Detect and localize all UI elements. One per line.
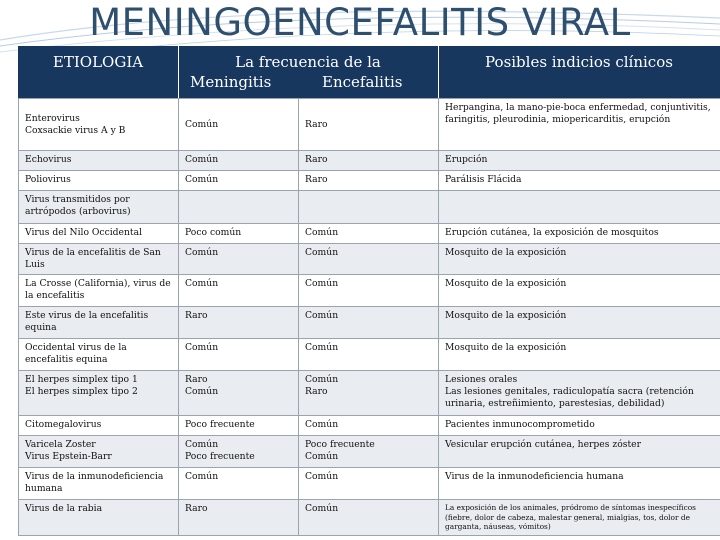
header-meningitis: Meningitis bbox=[190, 73, 272, 91]
table-row bbox=[19, 436, 720, 468]
cell-indicios: Erupción cutánea, la exposición de mosquitos bbox=[439, 224, 720, 244]
header-etiologia: ETIOLOGIA bbox=[52, 53, 144, 71]
header-frecuencia-line1: La frecuencia de la bbox=[235, 53, 381, 71]
table-row bbox=[19, 339, 720, 371]
cell-meningitis: Común bbox=[179, 275, 299, 307]
header-frecuencia bbox=[178, 52, 438, 92]
cell-etiologia: Este virus de la encefalitis equina bbox=[19, 307, 179, 339]
cell-indicios: Mosquito de la exposición bbox=[439, 339, 720, 371]
table-row bbox=[19, 275, 720, 307]
table-body bbox=[19, 99, 720, 536]
cell-encefalitis: Común bbox=[299, 416, 439, 436]
cell-indicios: Vesicular erupción cutánea, herpes zóster bbox=[439, 436, 720, 468]
cell-meningitis: Raro bbox=[179, 307, 299, 339]
cell-encefalitis: Poco frecuente Común bbox=[299, 436, 439, 468]
cell-meningitis: Poco común bbox=[179, 224, 299, 244]
table-row bbox=[19, 224, 720, 244]
cell-etiologia: Virus de la inmunodeficiencia humana bbox=[19, 468, 179, 500]
cell-etiologia: Poliovirus bbox=[19, 171, 179, 191]
header-frecuencia-line2 bbox=[178, 72, 438, 92]
cell-meningitis: Común bbox=[179, 468, 299, 500]
cell-indicios: Parálisis Flácida bbox=[439, 171, 720, 191]
cell-encefalitis: Común bbox=[299, 244, 439, 275]
table-row bbox=[19, 191, 720, 224]
cell-indicios: Herpangina, la mano-pie-boca enfermedad, conjuntivitis, faringitis, pleurodinia, miopericarditis, erupción bbox=[439, 99, 720, 151]
table-row bbox=[19, 307, 720, 339]
cell-indicios: Erupción bbox=[439, 151, 720, 171]
cell-etiologia: Citomegalovirus bbox=[19, 416, 179, 436]
cell-etiologia: Virus de la rabia bbox=[19, 500, 179, 536]
cell-encefalitis: Común Raro bbox=[299, 371, 439, 416]
cell-etiologia: Virus del Nilo Occidental bbox=[19, 224, 179, 244]
cell-encefalitis bbox=[299, 191, 439, 224]
table-row bbox=[19, 500, 720, 536]
cell-etiologia: Echovirus bbox=[19, 151, 179, 171]
header-indicios: Posibles indicios clínicos bbox=[485, 53, 673, 71]
table-row bbox=[19, 468, 720, 500]
cell-encefalitis: Raro bbox=[299, 171, 439, 191]
cell-indicios: Mosquito de la exposición bbox=[439, 307, 720, 339]
cell-meningitis: Común Poco frecuente bbox=[179, 436, 299, 468]
table-row bbox=[19, 171, 720, 191]
cell-encefalitis: Común bbox=[299, 275, 439, 307]
cell-encefalitis: Común bbox=[299, 307, 439, 339]
cell-etiologia: La Crosse (California), virus de la encefalitis bbox=[19, 275, 179, 307]
cell-encefalitis: Raro bbox=[299, 99, 439, 151]
cell-meningitis bbox=[179, 191, 299, 224]
cell-encefalitis: Raro bbox=[299, 151, 439, 171]
cell-indicios bbox=[439, 191, 720, 224]
table-header bbox=[18, 46, 720, 98]
cell-meningitis: Común bbox=[179, 99, 299, 151]
cell-meningitis: Común bbox=[179, 171, 299, 191]
table-row bbox=[19, 151, 720, 171]
cell-meningitis: Poco frecuente bbox=[179, 416, 299, 436]
cell-etiologia: Virus transmitidos por artrópodos (arbovirus) bbox=[19, 191, 179, 224]
cell-encefalitis: Común bbox=[299, 224, 439, 244]
cell-meningitis: Raro bbox=[179, 500, 299, 536]
cell-indicios: Pacientes inmunocomprometido bbox=[439, 416, 720, 436]
meningoencefalitis-table bbox=[18, 98, 720, 536]
cell-etiologia: Occidental virus de la encefalitis equina bbox=[19, 339, 179, 371]
cell-meningitis: Común bbox=[179, 244, 299, 275]
table-row bbox=[19, 244, 720, 275]
cell-etiologia: Varicela Zoster Virus Epstein-Barr bbox=[19, 436, 179, 468]
cell-indicios: La exposición de los animales, pródromo de síntomas inespecíficos (fiebre, dolor de cabeza, malestar general, mialgias, tos, dolor de garganta, náuseas, vómitos) bbox=[439, 500, 720, 536]
cell-indicios: Mosquito de la exposición bbox=[439, 244, 720, 275]
cell-indicios: Virus de la inmunodeficiencia humana bbox=[439, 468, 720, 500]
cell-etiologia: El herpes simplex tipo 1 El herpes simplex tipo 2 bbox=[19, 371, 179, 416]
cell-encefalitis: Común bbox=[299, 500, 439, 536]
header-encefalitis: Encefalitis bbox=[322, 73, 403, 91]
cell-etiologia: Enterovirus Coxsackie virus A y B bbox=[19, 99, 179, 151]
cell-etiologia: Virus de la encefalitis de San Luis bbox=[19, 244, 179, 275]
cell-meningitis: Común bbox=[179, 339, 299, 371]
cell-indicios: Lesiones orales Las lesiones genitales, radiculopatía sacra (retención urinaria, estreñimiento, parestesias, debilidad) bbox=[439, 371, 720, 416]
table-row bbox=[19, 99, 720, 151]
slide-title: MENINGOENCEFALITIS VIRAL bbox=[89, 1, 631, 44]
cell-encefalitis: Común bbox=[299, 339, 439, 371]
cell-encefalitis: Común bbox=[299, 468, 439, 500]
table-row bbox=[19, 416, 720, 436]
cell-indicios: Mosquito de la exposición bbox=[439, 275, 720, 307]
cell-meningitis: Raro Común bbox=[179, 371, 299, 416]
cell-meningitis: Común bbox=[179, 151, 299, 171]
table-row bbox=[19, 371, 720, 416]
